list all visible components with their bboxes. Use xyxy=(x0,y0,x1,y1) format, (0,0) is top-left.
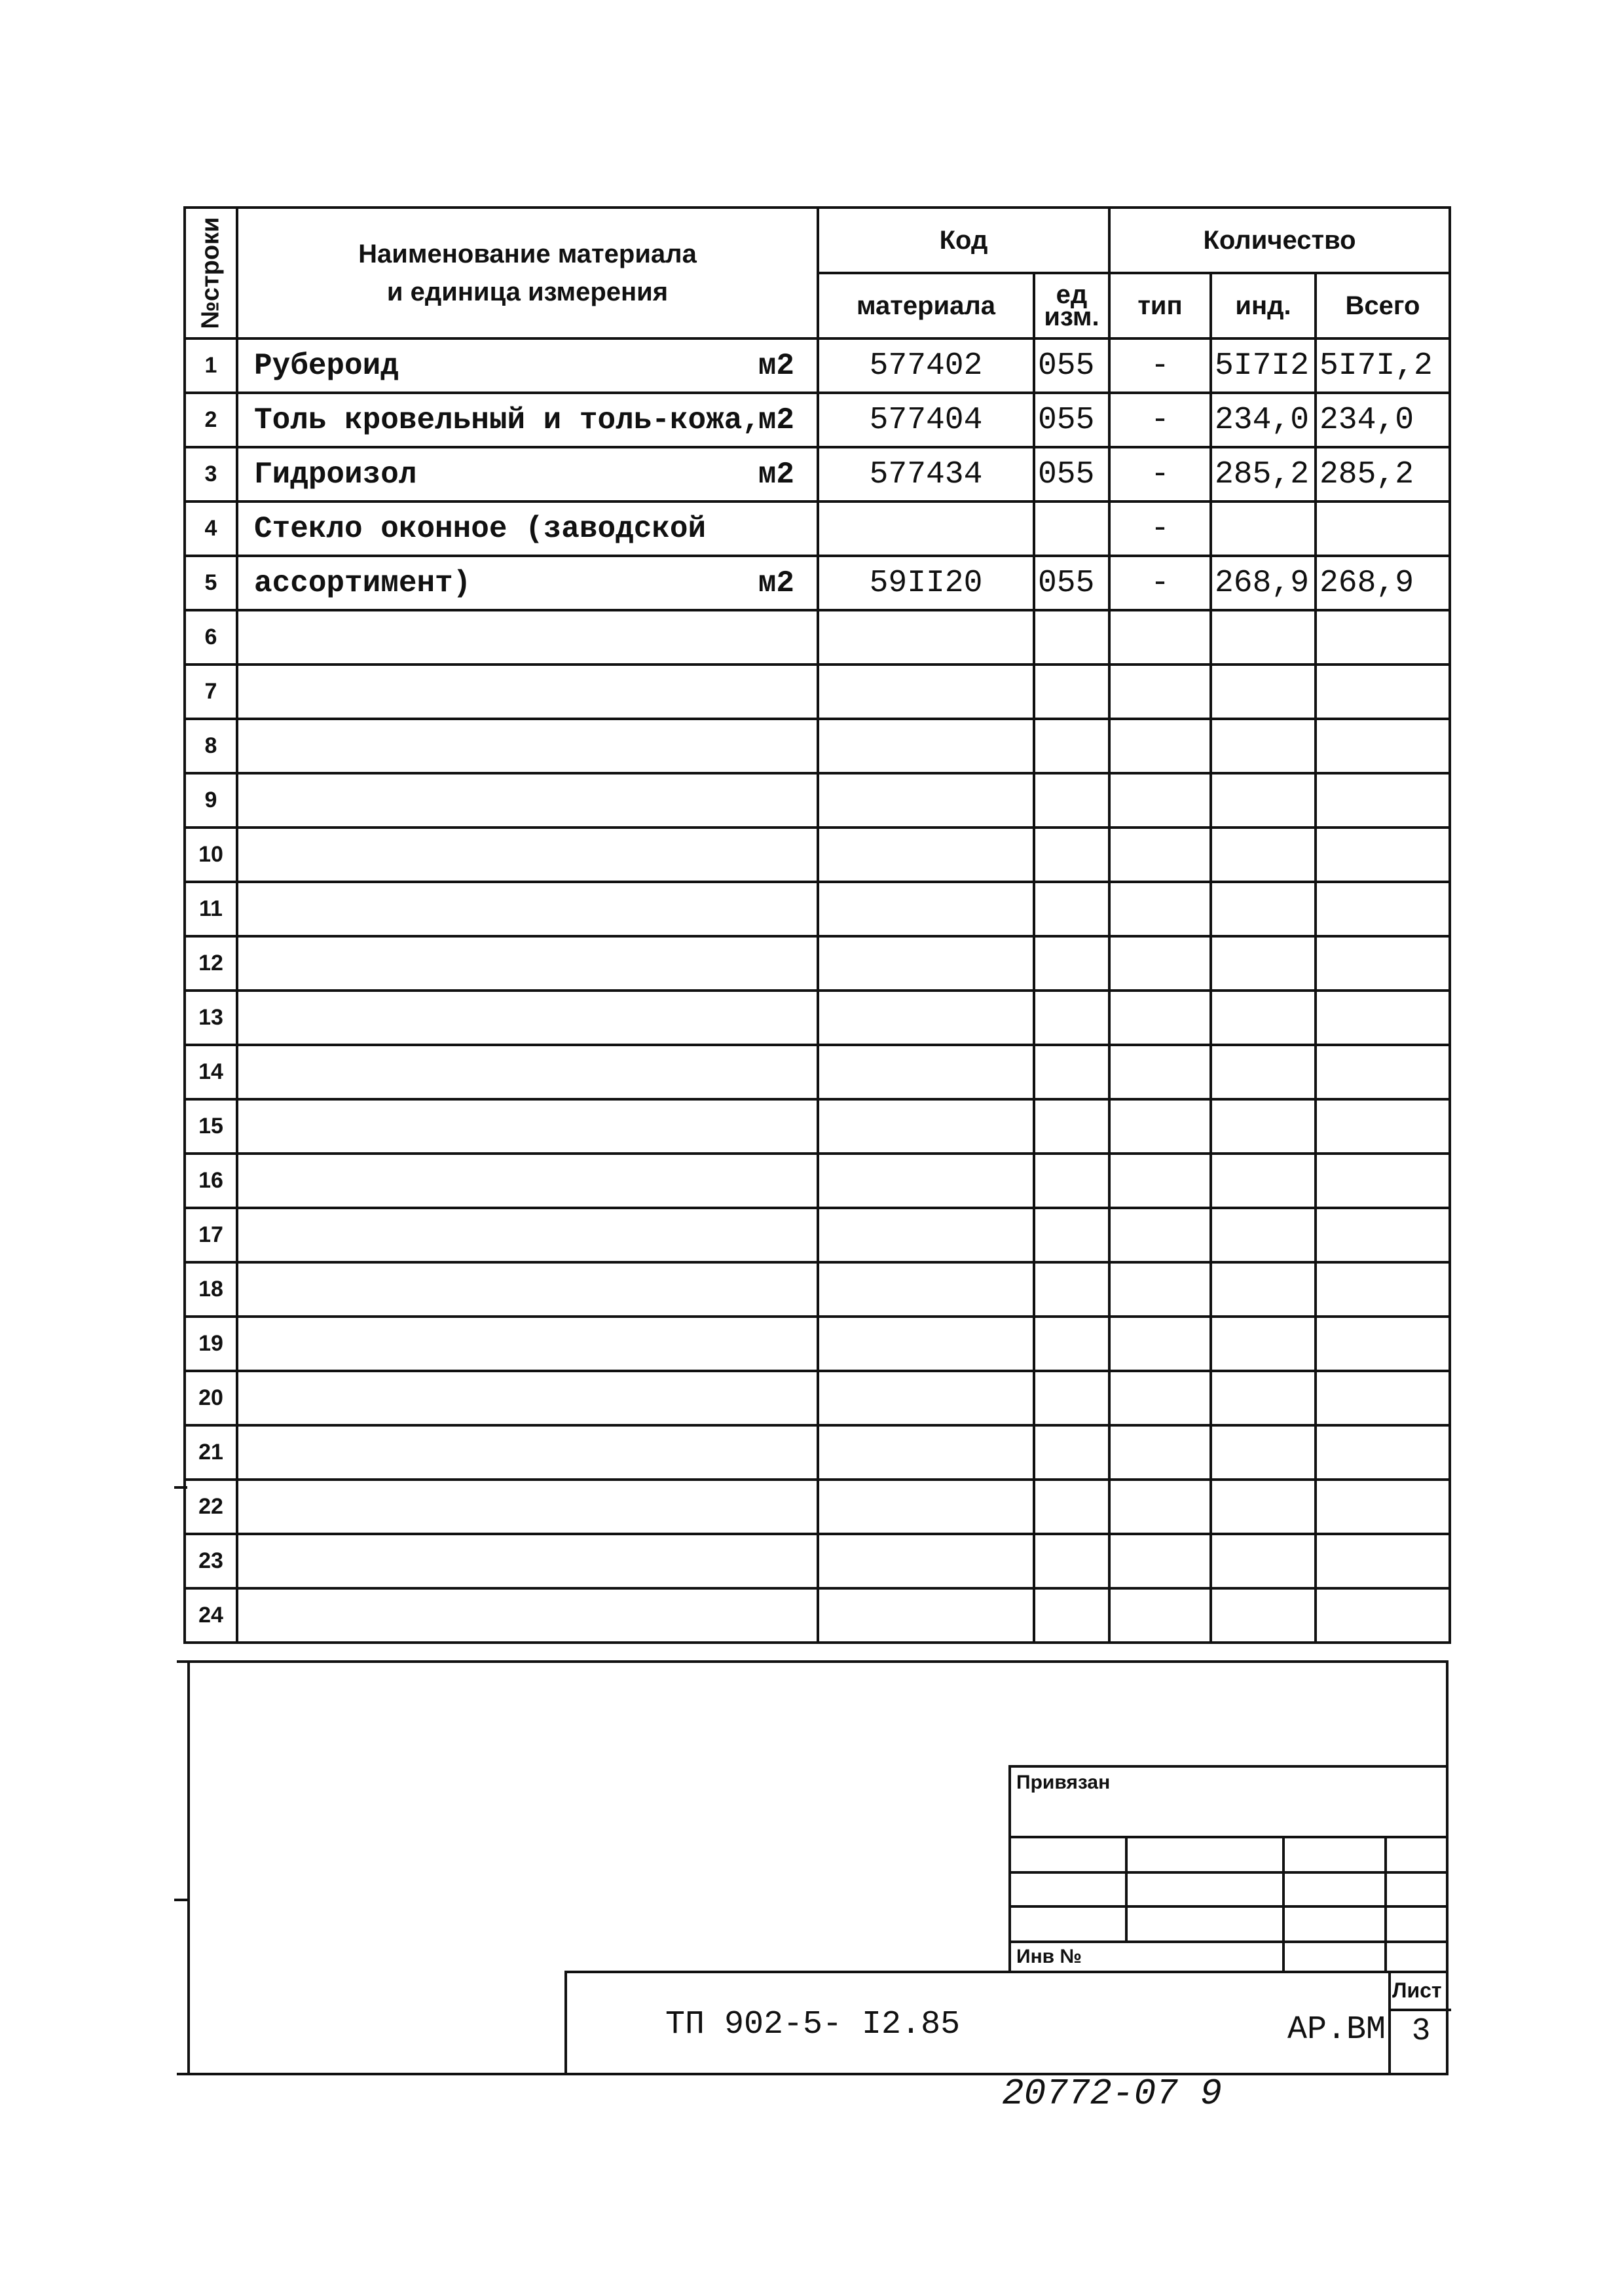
material-name-text: Толь кровельный и толь-кожа, xyxy=(254,403,760,437)
total-value: 234,0 xyxy=(1316,393,1450,447)
unit-code xyxy=(1034,1588,1109,1643)
row-number: 18 xyxy=(185,1262,237,1317)
total-value xyxy=(1316,1480,1450,1534)
material-code: 577404 xyxy=(818,393,1034,447)
ind-value xyxy=(1211,1480,1316,1534)
row-number: 14 xyxy=(185,1045,237,1099)
unit-of-measure: м2 xyxy=(758,348,794,383)
material-name xyxy=(237,719,818,773)
ind-value: 234,0 xyxy=(1211,393,1316,447)
sheet-label: Лист xyxy=(1392,1978,1442,2002)
archive-number: 20772-07 9 xyxy=(1002,2073,1223,2115)
type-value xyxy=(1109,936,1211,991)
unit-code xyxy=(1034,1045,1109,1099)
ind-value xyxy=(1211,1425,1316,1480)
type-value xyxy=(1109,882,1211,936)
ind-value xyxy=(1211,1262,1316,1317)
row-number: 11 xyxy=(185,882,237,936)
total-value xyxy=(1316,610,1450,665)
type-value xyxy=(1109,1045,1211,1099)
material-name xyxy=(237,773,818,828)
inventory-number-label: Инв № xyxy=(1016,1946,1082,1967)
margin-tick xyxy=(174,1899,187,1901)
row-number: 15 xyxy=(185,1099,237,1154)
row-number: 10 xyxy=(185,828,237,882)
row-number: 2 xyxy=(185,393,237,447)
material-code xyxy=(818,1588,1034,1643)
ind-header: инд. xyxy=(1211,273,1316,338)
type-value: - xyxy=(1109,501,1211,556)
unit-code xyxy=(1034,828,1109,882)
title-block xyxy=(564,1971,1449,2075)
table-row xyxy=(185,556,1450,610)
material-name xyxy=(237,556,818,610)
unit-code: 055 xyxy=(1034,556,1109,610)
material-name xyxy=(237,1480,818,1534)
material-name xyxy=(237,828,818,882)
type-value xyxy=(1109,665,1211,719)
table-row xyxy=(185,501,1450,556)
type-value: - xyxy=(1109,447,1211,501)
total-value xyxy=(1316,719,1450,773)
type-value xyxy=(1109,1262,1211,1317)
total-value xyxy=(1316,1045,1450,1099)
material-name xyxy=(237,1045,818,1099)
material-name xyxy=(237,501,818,556)
material-name-text: Стекло оконное (заводской xyxy=(254,511,707,546)
table-row xyxy=(185,719,1450,773)
table-row xyxy=(185,828,1450,882)
total-value xyxy=(1316,1534,1450,1588)
total-value xyxy=(1316,1099,1450,1154)
total-value xyxy=(1316,773,1450,828)
binding-line xyxy=(1011,1905,1449,1908)
unit-code xyxy=(1034,610,1109,665)
material-code xyxy=(818,991,1034,1045)
quantity-header: Количество xyxy=(1109,208,1450,273)
table-row xyxy=(185,393,1450,447)
type-value: - xyxy=(1109,393,1211,447)
material-code xyxy=(818,719,1034,773)
table-row xyxy=(185,1045,1450,1099)
material-name xyxy=(237,1262,818,1317)
ind-value xyxy=(1211,773,1316,828)
type-value xyxy=(1109,828,1211,882)
frame-left-edge xyxy=(187,1663,190,2075)
table-row xyxy=(185,1480,1450,1534)
material-code xyxy=(818,936,1034,991)
material-code: 577402 xyxy=(818,338,1034,393)
total-value xyxy=(1316,665,1450,719)
type-value xyxy=(1109,773,1211,828)
total-value: 268,9 xyxy=(1316,556,1450,610)
unit-code-header: ед изм. xyxy=(1034,273,1109,338)
table-row xyxy=(185,1425,1450,1480)
table-row xyxy=(185,1154,1450,1208)
table-row xyxy=(185,1099,1450,1154)
row-number-header: №строки xyxy=(185,208,237,338)
type-value xyxy=(1109,1208,1211,1262)
material-name xyxy=(237,936,818,991)
frame-divider xyxy=(177,1660,1449,1663)
material-code xyxy=(818,1099,1034,1154)
ind-value xyxy=(1211,828,1316,882)
ind-value xyxy=(1211,501,1316,556)
unit-code xyxy=(1034,991,1109,1045)
table-row xyxy=(185,1262,1450,1317)
table-row xyxy=(185,1208,1450,1262)
material-name xyxy=(237,1154,818,1208)
margin-tick xyxy=(174,1486,187,1489)
row-number: 20 xyxy=(185,1371,237,1425)
total-value xyxy=(1316,1371,1450,1425)
table-row xyxy=(185,665,1450,719)
unit-code: 055 xyxy=(1034,338,1109,393)
ind-value xyxy=(1211,610,1316,665)
binding-line xyxy=(1011,1941,1449,1943)
row-number: 19 xyxy=(185,1317,237,1371)
project-code: ТП 902-5- I2.85 xyxy=(665,2006,961,2043)
table-row xyxy=(185,610,1450,665)
ind-value xyxy=(1211,882,1316,936)
materials-table xyxy=(183,206,1451,1644)
unit-code xyxy=(1034,936,1109,991)
type-value xyxy=(1109,719,1211,773)
binding-line xyxy=(1011,1836,1449,1838)
table-row xyxy=(185,1317,1450,1371)
binding-label: Привязан xyxy=(1016,1772,1111,1793)
sheet-number: 3 xyxy=(1411,2014,1431,2049)
table-row xyxy=(185,1588,1450,1643)
type-value xyxy=(1109,1371,1211,1425)
type-value xyxy=(1109,1099,1211,1154)
material-code xyxy=(818,882,1034,936)
unit-code: 055 xyxy=(1034,393,1109,447)
material-name xyxy=(237,1588,818,1643)
type-value: - xyxy=(1109,338,1211,393)
ind-value xyxy=(1211,719,1316,773)
unit-code xyxy=(1034,1208,1109,1262)
material-code-header: материала xyxy=(818,273,1034,338)
total-value xyxy=(1316,1317,1450,1371)
table-row xyxy=(185,882,1450,936)
binding-column-line xyxy=(1282,1836,1285,1973)
material-name xyxy=(237,1099,818,1154)
ind-value xyxy=(1211,1317,1316,1371)
total-value xyxy=(1316,991,1450,1045)
table-row xyxy=(185,773,1450,828)
ind-value xyxy=(1211,1099,1316,1154)
material-code xyxy=(818,1154,1034,1208)
row-number: 23 xyxy=(185,1534,237,1588)
total-value xyxy=(1316,1425,1450,1480)
material-name xyxy=(237,665,818,719)
row-number: 8 xyxy=(185,719,237,773)
material-code xyxy=(818,1317,1034,1371)
total-value xyxy=(1316,501,1450,556)
total-value: 285,2 xyxy=(1316,447,1450,501)
material-name xyxy=(237,1425,818,1480)
binding-line xyxy=(1011,1871,1449,1874)
type-value: - xyxy=(1109,556,1211,610)
material-name xyxy=(237,991,818,1045)
ind-value: 5I7I2 xyxy=(1211,338,1316,393)
sheet-box-line xyxy=(1391,2009,1451,2011)
material-code xyxy=(818,1425,1034,1480)
material-name-text: Рубероид xyxy=(254,348,399,383)
unit-of-measure: м2 xyxy=(758,457,794,492)
unit-code xyxy=(1034,1534,1109,1588)
unit-of-measure: м2 xyxy=(758,403,794,437)
type-value xyxy=(1109,1154,1211,1208)
row-number: 3 xyxy=(185,447,237,501)
total-value xyxy=(1316,1208,1450,1262)
table-row xyxy=(185,447,1450,501)
material-name xyxy=(237,1317,818,1371)
material-code xyxy=(818,610,1034,665)
unit-code xyxy=(1034,882,1109,936)
material-code xyxy=(818,1534,1034,1588)
ind-value xyxy=(1211,1208,1316,1262)
unit-code xyxy=(1034,1371,1109,1425)
total-value xyxy=(1316,1262,1450,1317)
unit-code xyxy=(1034,1480,1109,1534)
material-name-text: ассортимент) xyxy=(254,566,471,600)
ind-value xyxy=(1211,1371,1316,1425)
type-value xyxy=(1109,1425,1211,1480)
row-number: 9 xyxy=(185,773,237,828)
type-value xyxy=(1109,1317,1211,1371)
total-value: 5I7I,2 xyxy=(1316,338,1450,393)
row-number: 4 xyxy=(185,501,237,556)
material-code xyxy=(818,828,1034,882)
ind-value xyxy=(1211,665,1316,719)
row-number: 22 xyxy=(185,1480,237,1534)
row-number: 13 xyxy=(185,991,237,1045)
unit-code xyxy=(1034,773,1109,828)
total-header: Всего xyxy=(1316,273,1450,338)
total-value xyxy=(1316,828,1450,882)
row-number: 24 xyxy=(185,1588,237,1643)
table-row xyxy=(185,936,1450,991)
row-number: 21 xyxy=(185,1425,237,1480)
unit-code xyxy=(1034,1425,1109,1480)
total-value xyxy=(1316,936,1450,991)
material-code xyxy=(818,1045,1034,1099)
drawing-mark: АР.ВМ xyxy=(1287,2011,1386,2049)
unit-of-measure: м2 xyxy=(758,566,794,600)
total-value xyxy=(1316,882,1450,936)
table-row xyxy=(185,1534,1450,1588)
material-name xyxy=(237,882,818,936)
row-number: 5 xyxy=(185,556,237,610)
material-code: 59II20 xyxy=(818,556,1034,610)
total-value xyxy=(1316,1588,1450,1643)
code-header: Код xyxy=(818,208,1109,273)
material-name xyxy=(237,447,818,501)
unit-code xyxy=(1034,665,1109,719)
material-code xyxy=(818,1371,1034,1425)
binding-block xyxy=(1008,1765,1449,1973)
material-code xyxy=(818,1262,1034,1317)
table-row xyxy=(185,338,1450,393)
row-number: 12 xyxy=(185,936,237,991)
material-code: 577434 xyxy=(818,447,1034,501)
ind-value xyxy=(1211,936,1316,991)
unit-code xyxy=(1034,1317,1109,1371)
table-row xyxy=(185,1371,1450,1425)
unit-code: 055 xyxy=(1034,447,1109,501)
material-code xyxy=(818,1208,1034,1262)
table-row xyxy=(185,991,1450,1045)
ind-value: 285,2 xyxy=(1211,447,1316,501)
type-value xyxy=(1109,991,1211,1045)
material-name-text: Гидроизол xyxy=(254,457,417,492)
type-header: тип xyxy=(1109,273,1211,338)
material-code xyxy=(818,773,1034,828)
ind-value xyxy=(1211,1045,1316,1099)
material-name-header: Наименование материала и единица измерения xyxy=(237,208,818,338)
material-name xyxy=(237,1534,818,1588)
type-value xyxy=(1109,610,1211,665)
unit-code xyxy=(1034,719,1109,773)
material-name xyxy=(237,338,818,393)
material-code xyxy=(818,1480,1034,1534)
material-code xyxy=(818,665,1034,719)
material-name xyxy=(237,393,818,447)
unit-code xyxy=(1034,501,1109,556)
material-name xyxy=(237,1208,818,1262)
material-name xyxy=(237,1371,818,1425)
ind-value xyxy=(1211,991,1316,1045)
binding-column-line xyxy=(1125,1836,1128,1941)
row-number: 16 xyxy=(185,1154,237,1208)
material-name xyxy=(237,610,818,665)
binding-column-line xyxy=(1384,1836,1387,1973)
sheet-number-box xyxy=(1388,1971,1451,2075)
type-value xyxy=(1109,1588,1211,1643)
ind-value: 268,9 xyxy=(1211,556,1316,610)
row-number: 1 xyxy=(185,338,237,393)
type-value xyxy=(1109,1480,1211,1534)
unit-code xyxy=(1034,1099,1109,1154)
unit-code xyxy=(1034,1262,1109,1317)
total-value xyxy=(1316,1154,1450,1208)
type-value xyxy=(1109,1534,1211,1588)
ind-value xyxy=(1211,1154,1316,1208)
ind-value xyxy=(1211,1534,1316,1588)
row-number: 6 xyxy=(185,610,237,665)
row-number: 7 xyxy=(185,665,237,719)
ind-value xyxy=(1211,1588,1316,1643)
unit-code xyxy=(1034,1154,1109,1208)
row-number: 17 xyxy=(185,1208,237,1262)
material-code xyxy=(818,501,1034,556)
